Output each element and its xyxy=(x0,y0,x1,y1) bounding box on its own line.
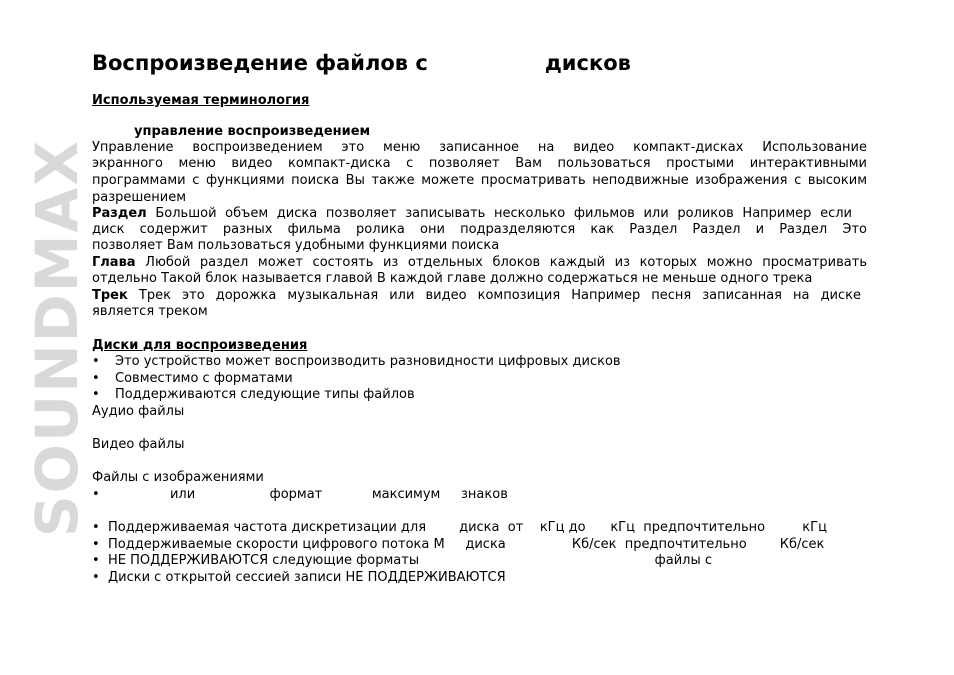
pbc-line-2: экранного меню видео компакт-диска с позволяет Вам пользоваться простыми интерактивными xyxy=(92,156,867,171)
bullet-text: Это устройство может воспроизводить разновидности цифровых дисков xyxy=(115,354,621,369)
video-files-label: Видео файлы xyxy=(92,437,185,452)
bullet-text: Диски с открытой сессией записи НЕ ПОДДЕРЖИВАЮТСЯ xyxy=(108,570,506,585)
bullet-item-3 xyxy=(92,387,867,403)
bullet-item-8 xyxy=(92,570,867,586)
bullet-text: Поддерживаемые скорости цифрового потока М диска Кб/сек предпочтительно Кб/сек xyxy=(108,537,825,552)
bullet-icon: • xyxy=(92,487,100,502)
chapter-term-line-1 xyxy=(92,255,867,271)
bullet-icon: • xyxy=(92,354,100,369)
title-term-text: Большой объем диска позволяет записывать несколько фильмов или роликов Например если xyxy=(155,206,852,221)
pbc-line-3: программами с функциями поиска Вы также можете просматривать неподвижные изображения с высоким xyxy=(92,173,867,188)
audio-files-label: Аудио файлы xyxy=(92,404,185,419)
track-term-text: Трек это дорожка музыкальная или видео композиция Например песня записанная на диске xyxy=(138,288,861,303)
title-term: Раздел xyxy=(92,206,147,221)
pbc-line-4: разрешением xyxy=(92,190,187,205)
chapter-term: Глава xyxy=(92,255,136,270)
bullet-icon: • xyxy=(92,537,100,552)
bullet-icon: • xyxy=(92,520,100,535)
bullet-text: Совместимо с форматами xyxy=(115,371,293,386)
pbc-line-1: Управление воспроизведением это меню записанное на видео компакт-дисках Использование xyxy=(92,140,867,155)
soundmax-watermark: SOUNDMAX xyxy=(23,138,91,538)
bullet-icon: • xyxy=(92,570,100,585)
bullet-icon: • xyxy=(92,387,100,402)
bullet-item-2 xyxy=(92,371,867,387)
title-term-line-3: позволяет Вам пользоваться удобными функциями поиска xyxy=(92,238,500,253)
bullet-item-4 xyxy=(92,487,867,503)
bullet-item-5 xyxy=(92,520,867,536)
bullet-text: НЕ ПОДДЕРЖИВАЮТСЯ следующие форматы файлы с xyxy=(108,553,713,568)
track-term-line-1 xyxy=(92,288,861,304)
bullet-text: или формат максимум знаков xyxy=(108,487,508,502)
page-title: Воспроизведение файлов с дисков xyxy=(92,51,631,75)
bullet-item-6 xyxy=(92,537,867,553)
pbc-heading: управление воспроизведением xyxy=(134,124,371,139)
bullet-item-7 xyxy=(92,553,867,569)
chapter-term-line-2: отдельно Такой блок называется главой В каждой главе должно содержаться не меньше одного трека xyxy=(92,271,813,286)
terminology-heading: Используемая терминология xyxy=(92,93,310,108)
chapter-term-text: Любой раздел может состоять из отдельных блоков каждый из которых можно просматривать xyxy=(145,255,867,270)
title-term-line-2: диск содержит разных фильма ролика они подразделяются как Раздел Раздел и Раздел Это xyxy=(92,222,867,237)
bullet-item-1 xyxy=(92,354,867,370)
title-term-line-1 xyxy=(92,206,852,222)
bullet-icon: • xyxy=(92,553,100,568)
image-files-label: Файлы с изображениями xyxy=(92,470,264,485)
bullet-text: Поддерживаются следующие типы файлов xyxy=(115,387,415,402)
bullet-text: Поддерживаемая частота дискретизации для диска от кГц до кГц предпочтительно кГц xyxy=(108,520,827,535)
track-term-line-2: является треком xyxy=(92,304,208,319)
discs-heading: Диски для воспроизведения xyxy=(92,338,308,353)
track-term: Трек xyxy=(92,288,128,303)
bullet-icon: • xyxy=(92,371,100,386)
